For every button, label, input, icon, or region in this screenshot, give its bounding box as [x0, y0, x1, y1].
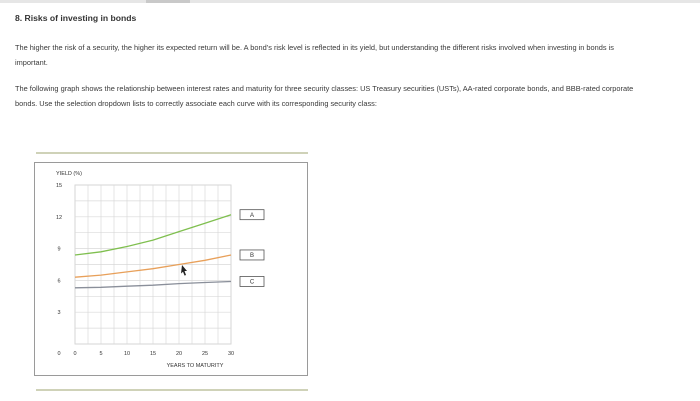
- dropdown-label: B: [249, 253, 255, 260]
- intro-paragraph: The higher the risk of a security, the higher its expected return will be. A bond’s risk level is reflected in its yield, but understanding the different risks involved when investing in bonds is important.: [15, 43, 614, 67]
- x-tick-label: 25: [201, 351, 209, 357]
- chart-grid: [75, 185, 231, 344]
- top-divider: [0, 0, 700, 3]
- question-title: 8. Risks of investing in bonds: [15, 13, 137, 23]
- chart-bottom-divider: [36, 389, 308, 391]
- y-tick-label-zero: 0: [57, 351, 61, 357]
- curve-dropdown-b[interactable]: [240, 250, 264, 260]
- y-tick-label: 12: [55, 214, 63, 221]
- dropdown-label: C: [249, 279, 255, 286]
- x-tick-label: 20: [175, 351, 183, 357]
- x-tick-label: 5: [99, 351, 103, 357]
- instructions-paragraph: The following graph shows the relationship between interest rates and maturity for three security classes: US Treasury securities (USTs), AA-rated corporate bonds, and BBB-rated corporate bonds. Use the selection dropdown lists to correctly associate each curve with its corresponding security class:: [15, 84, 634, 108]
- x-tick-label: 30: [227, 351, 235, 357]
- x-tick-label: 10: [123, 351, 131, 357]
- dropdown-label: A: [249, 212, 255, 219]
- y-tick-label: 15: [55, 183, 63, 189]
- y-tick-label: 3: [57, 310, 61, 317]
- x-tick-label: 15: [149, 351, 157, 357]
- curve-dropdown-a[interactable]: [240, 210, 264, 220]
- chart-top-divider: [36, 152, 308, 154]
- y-tick-label: 6: [57, 278, 61, 285]
- yield-curve-chart: [34, 162, 308, 376]
- y-axis-label: YIELD (%): [56, 171, 82, 177]
- curve-dropdowns[interactable]: [240, 210, 264, 287]
- chart-canvas: [35, 163, 307, 375]
- x-tick-label: 0: [73, 351, 77, 357]
- curve-dropdown-c[interactable]: [240, 276, 264, 286]
- y-tick-label: 9: [57, 246, 61, 253]
- x-axis-label: YEARS TO MATURITY: [166, 363, 224, 369]
